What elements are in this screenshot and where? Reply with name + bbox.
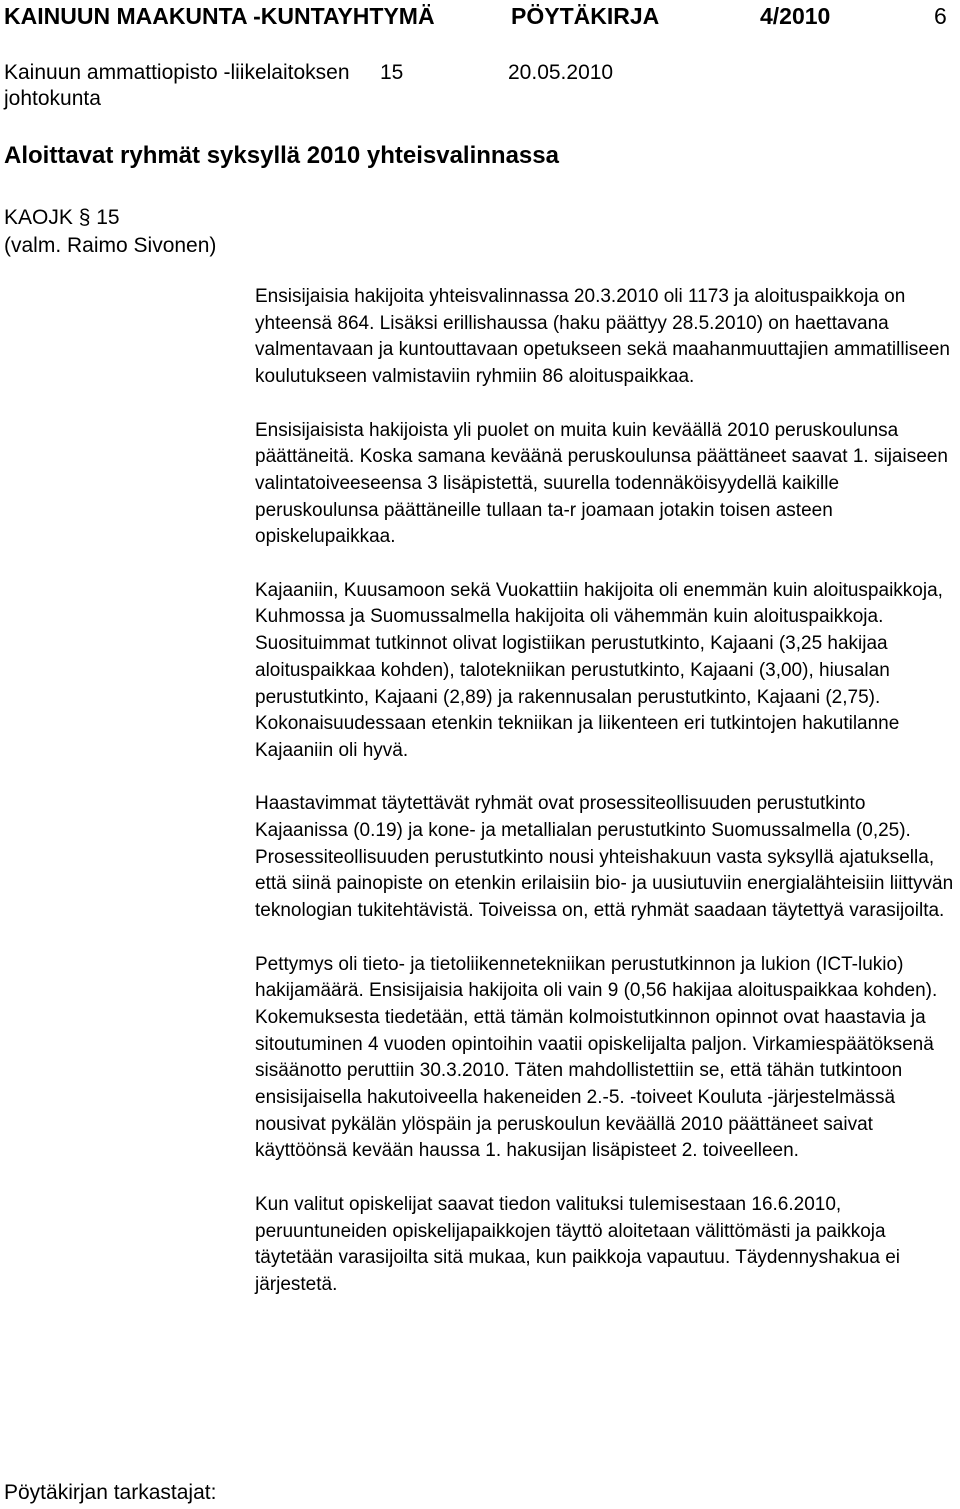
- footer-inspectors: Pöytäkirjan tarkastajat:: [4, 1481, 217, 1504]
- header-organization: KAINUUN MAAKUNTA -KUNTAYHTYMÄ: [4, 3, 435, 29]
- header-doc-number: 4/2010: [760, 3, 831, 29]
- body-text: [255, 284, 955, 1299]
- meeting-unit: Kainuun ammattiopisto -liikelaitoksen johtokunta: [4, 61, 350, 110]
- paragraph: Ensisijaisia hakijoita yhteisvalinnassa 20.3.2010 oli 1173 ja aloituspaikkoja on yhteensä 864. Lisäksi erillishaussa (haku päättyy 28.5.2010) on haettavana valmentavaan ja kuntouttavaan opetukseen sekä maahanmuuttajien ammatilliseen koulutukseen valmistaviin ryhmiin 86 aloituspaikkaa.: [255, 286, 950, 388]
- paragraph: Ensisijaisista hakijoista yli puolet on muita kuin keväällä 2010 peruskoulunsa päättäneitä. Koska samana keväänä peruskoulunsa päättäneet saavat 1. sijaiseen valintatoiveeseensa 3 lisäpistettä, suurella todennäköisyydellä kaikille peruskoulunsa päättäneille tullaan ta-r joamaan jotakin toisen asteen opiskelupaikkaa.: [255, 419, 948, 548]
- case-reference: [4, 204, 216, 260]
- meeting-date: 20.05.2010: [508, 61, 614, 84]
- paragraph: Pettymys oli tieto- ja tietoliikennetekniikan perustutkinnon ja lukion (ICT-lukio) hakijamäärä. Ensisijaisia hakijoita oli vain 9 (0,56 hakijaa aloituspaikkaa kohden). Kokemuksesta tiedetään, että tämän kolmoistutkinnon opinnot ovat haastavia ja sitoutuminen 4 vuoden opintoihin vaatii opiskelijalta paljon. Virkamiespäätöksenä sisäänotto peruttiin 30.3.2010. Täten mahdollistettiin se, että tähän tutkintoon ensisijaisella hakutoiveella hakeneiden 2.-5. -toiveet Kouluta -järjestelmässä nousivat pykälän ylöspäin ja peruskoulun keväällä 2010 päättäneet saivat käyttöönsä kevään haussa 1. hakusijan lisäpisteet 2. toiveelleen.: [255, 953, 938, 1162]
- paragraph: Kun valitut opiskelijat saavat tiedon valituksi tulemisestaan 16.6.2010, peruuntuneiden opiskelijapaikkojen täyttö aloitetaan välittömästi ja paikkoja täytetään varasijoilta sitä mukaa, kun paikkoja vapautuu. Täydennyshakua ei järjestetä.: [255, 1193, 900, 1295]
- header-page-number: 6: [934, 3, 947, 29]
- paragraph: Kajaaniin, Kuusamoon sekä Vuokattiin hakijoita oli enemmän kuin aloituspaikkoja, Kuhmossa ja Suomussalmella hakijoita oli vähemmän kuin aloituspaikkoja. Suosituimmat tutkinnot olivat logistiikan perustutkinto, Kajaani (3,25 hakijaa aloituspaikkaa kohden), talotekniikan perustutkinto, Kajaani (3,00), hiusalan perustutkinto, Kajaani (2,89) ja rakennusalan perustutkinto, Kajaani (2,75). Kokonaisuudessaan etenkin tekniikan ja liikenteen eri tutkintojen hakutilanne Kajaaniin oli hyvä.: [255, 579, 943, 761]
- case-ref: KAOJK § 15: [4, 206, 120, 229]
- paragraph: Haastavimmat täytettävät ryhmät ovat prosessiteollisuuden perustutkinto Kajaanissa (0.19) ja kone- ja metallialan perustutkinto Suomussalmella (0,25). Prosessiteollisuuden perustutkinto nousi yhteishakuun vasta syksyllä ajatuksella, että siinä painopiste on etenkin erilaisiin bio- ja uusiutuviin energialähteisiin liittyvän teknologian tukitehtävistä. Toiveissa on, että ryhmät saadaan täytettyä varasijoilta.: [255, 793, 954, 922]
- page-title: Aloittavat ryhmät syksyllä 2010 yhteisvalinnassa: [4, 142, 559, 169]
- header-doc-type: PÖYTÄKIRJA: [511, 3, 660, 29]
- case-author: (valm. Raimo Sivonen): [4, 234, 217, 257]
- section-number: 15: [380, 61, 404, 84]
